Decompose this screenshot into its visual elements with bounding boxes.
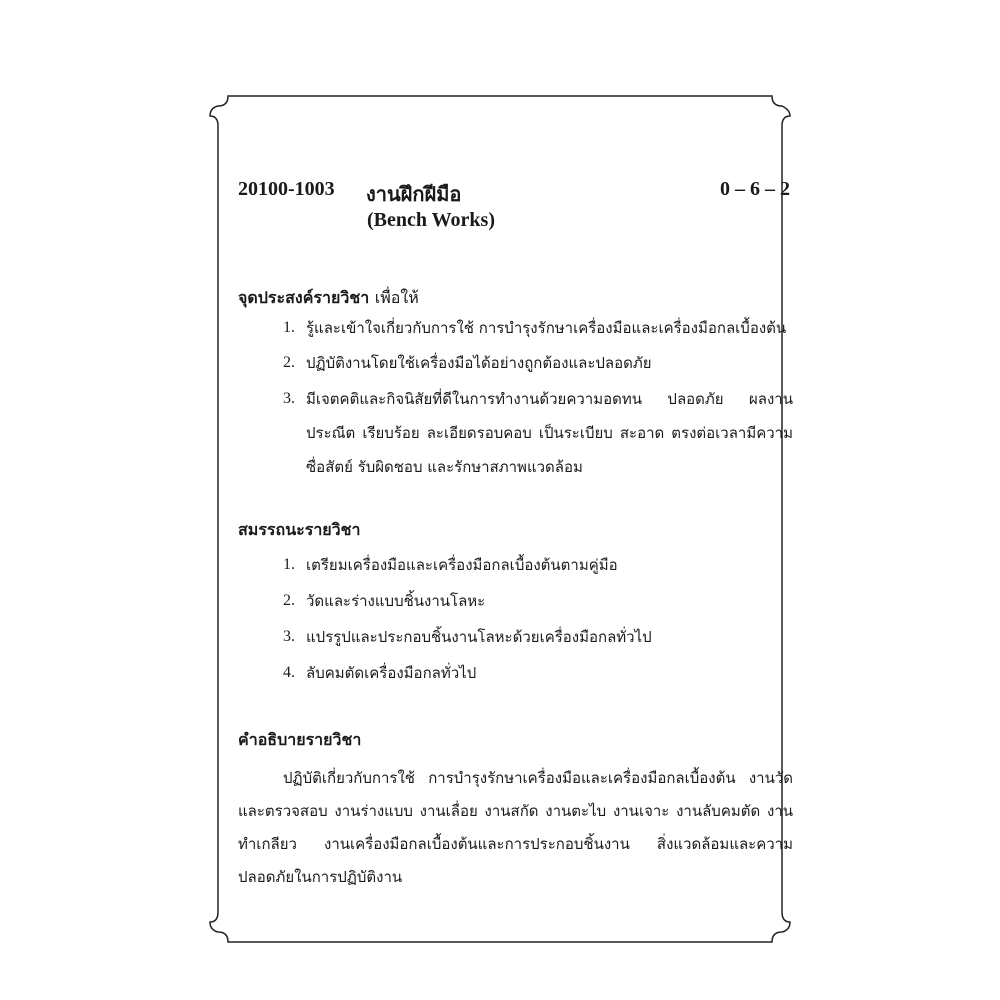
objective-text: รู้และเข้าใจเกี่ยวกับการใช้ การบำรุงรักษาเครื่องมือและเครื่องมือกลเบื้องต้น: [306, 319, 787, 337]
objective-number: 1.: [283, 319, 295, 336]
competency-item: [283, 620, 793, 654]
competency-item: [283, 656, 793, 690]
competency-number: 2.: [283, 592, 295, 609]
description-text: ปฏิบัติเกี่ยวกับการใช้ การบำรุงรักษาเครื่องมือและเครื่องมือกลเบื้องต้น งานวัดและตรวจสอบ งานร่างแบบ งานเลื่อย งานสกัด งานตะไบ งานเจาะ งานลับคมตัด งานทำเกลียว งานเครื่องมือกลเบื้องต้นและการประกอบชิ้นงาน สิ่งแวดล้อมและความปลอดภัยในการปฏิบัติงาน: [238, 769, 793, 886]
competency-number: 4.: [283, 664, 295, 681]
course-code: 20100-1003: [238, 178, 335, 200]
objective-item: [283, 346, 793, 380]
competency-text: แปรรูปและประกอบชิ้นงานโลหะด้วยเครื่องมือกลทั่วไป: [306, 628, 652, 646]
objective-text: มีเจตคติและกิจนิสัยที่ดีในการทำงานด้วยความอดทน ปลอดภัย ผลงานประณีต เรียบร้อย ละเอียดรอบคอบ เป็นระเบียบ สะอาด ตรงต่อเวลามีความซื่อสัตย์ รับผิดชอบ และรักษาสภาพแวดล้อม: [306, 390, 793, 476]
objectives-heading: [238, 286, 419, 311]
description-heading: คำอธิบายรายวิชา: [238, 730, 362, 749]
competency-item: [283, 584, 793, 618]
competency-text: วัดและร่างแบบชิ้นงานโลหะ: [306, 592, 486, 610]
objective-number: 2.: [283, 354, 295, 371]
competency-text: เตรียมเครื่องมือและเครื่องมือกลเบื้องต้นตามคู่มือ: [306, 556, 618, 574]
competency-text: ลับคมตัดเครื่องมือกลทั่วไป: [306, 664, 477, 682]
competency-number: 3.: [283, 628, 295, 645]
course-credits: 0 – 6 – 2: [720, 178, 790, 200]
course-title-thai: งานฝึกฝีมือ: [366, 182, 462, 206]
objectives-heading-suffix: เพื่อให้: [374, 288, 419, 307]
course-title-english: (Bench Works): [367, 209, 495, 231]
objective-text: ปฏิบัติงานโดยใช้เครื่องมือได้อย่างถูกต้องและปลอดภัย: [306, 354, 652, 372]
competencies-heading: สมรรถนะรายวิชา: [238, 520, 361, 539]
objective-number: 3.: [283, 390, 295, 407]
competency-item: [283, 548, 793, 582]
competency-number: 1.: [283, 556, 295, 573]
objective-item: [283, 311, 793, 345]
objective-item: [283, 382, 793, 484]
objectives-heading-label: จุดประสงค์รายวิชา: [238, 288, 370, 307]
